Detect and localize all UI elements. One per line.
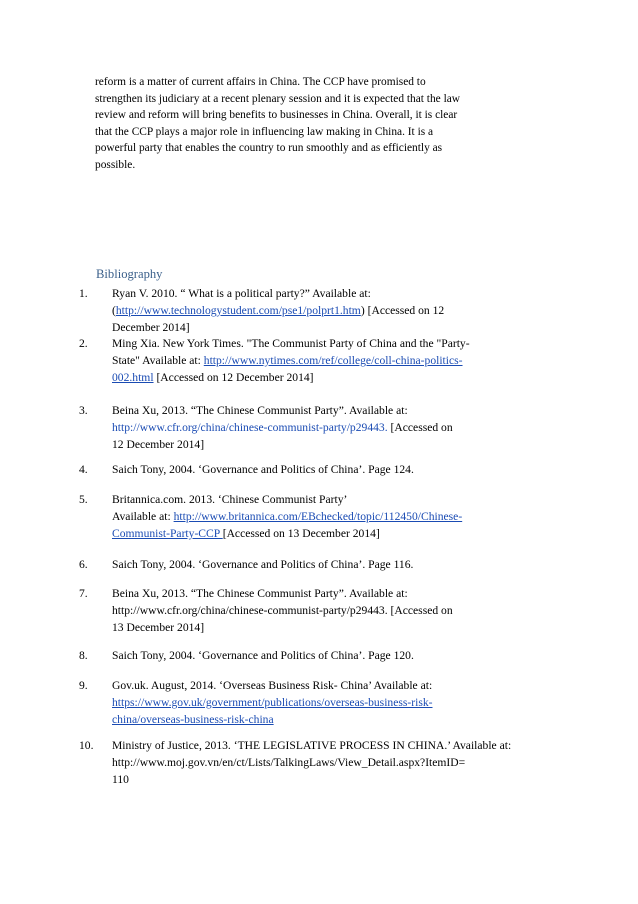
entry-text: [Accessed on 13 December 2014] bbox=[222, 526, 380, 540]
entry-text: ( bbox=[112, 303, 116, 317]
entry-line: 13 December 2014] bbox=[112, 620, 205, 634]
bibliography-heading: Bibliography bbox=[96, 267, 163, 281]
entry-body bbox=[112, 492, 559, 542]
entry-body bbox=[112, 586, 559, 636]
entry-line bbox=[112, 509, 559, 526]
entry-number: 10. bbox=[79, 739, 94, 752]
entry-number: 8. bbox=[79, 649, 88, 662]
cfr-url[interactable]: http://www.cfr.org/china/chinese-communist-party/p29443. bbox=[112, 420, 388, 434]
entry-body bbox=[112, 403, 559, 453]
entry-number: 5. bbox=[79, 493, 88, 506]
entry-line bbox=[112, 370, 559, 387]
technologystudent-link[interactable]: http://www.technologystudent.com/pse1/polprt1.htm bbox=[115, 303, 361, 317]
entry-line: Ming Xia. New York Times. "The Communist Party of China and the "Party- bbox=[112, 337, 470, 350]
entry-line bbox=[112, 420, 559, 437]
entry-number: 1. bbox=[79, 287, 88, 300]
entry-line: Britannica.com. 2013. ‘Chinese Communist Party’ bbox=[112, 493, 348, 506]
entry-number: 3. bbox=[79, 404, 88, 417]
entry-line: Saich Tony, 2004. ‘Governance and Politics of China’. Page 120. bbox=[112, 649, 414, 662]
entry-line: Beina Xu, 2013. “The Chinese Communist Party”. Available at: bbox=[112, 404, 408, 417]
entry-text: [Accessed on 12 December 2014] bbox=[153, 370, 314, 384]
entry-line: Beina Xu, 2013. “The Chinese Communist Party”. Available at: bbox=[112, 587, 408, 600]
entry-line bbox=[112, 303, 559, 320]
gov-uk-link-continued[interactable]: china/overseas-business-risk-china bbox=[112, 712, 274, 726]
paragraph-line: powerful party that enables the country to run smoothly and as efficiently as bbox=[95, 142, 443, 155]
britannica-link-continued[interactable]: Communist-Party-CCP bbox=[112, 526, 223, 540]
entry-number: 4. bbox=[79, 463, 88, 476]
entry-body bbox=[112, 678, 559, 728]
entry-line: 12 December 2014] bbox=[112, 437, 205, 451]
entry-line: Gov.uk. August, 2014. ‘Overseas Business Risk- China’ Available at: bbox=[112, 679, 433, 692]
entry-body bbox=[112, 648, 559, 665]
entry-line: Saich Tony, 2004. ‘Governance and Politics of China’. Page 116. bbox=[112, 558, 414, 571]
entry-body bbox=[112, 336, 559, 386]
entry-line bbox=[112, 695, 559, 712]
entry-text: [Accessed on bbox=[387, 420, 453, 434]
paragraph-line: that the CCP plays a major role in influencing law making in China. It is a bbox=[95, 125, 434, 138]
entry-line: 110 bbox=[112, 772, 129, 786]
nytimes-link[interactable]: http://www.nytimes.com/ref/college/coll-china-politics- bbox=[203, 353, 463, 367]
paragraph-line: review and reform will bring benefits to businesses in China. Overall, it is clear bbox=[95, 109, 458, 122]
entry-number: 7. bbox=[79, 587, 88, 600]
entry-line bbox=[112, 353, 559, 370]
paragraph-line: reform is a matter of current affairs in China. The CCP have promised to bbox=[95, 76, 426, 88]
entry-line: Saich Tony, 2004. ‘Governance and Politics of China’. Page 124. bbox=[112, 463, 414, 476]
body-paragraph bbox=[95, 74, 555, 174]
entry-number: 6. bbox=[79, 558, 88, 571]
entry-line: http://www.cfr.org/china/chinese-communist-party/p29443. [Accessed on bbox=[112, 603, 453, 617]
entry-number: 9. bbox=[79, 679, 88, 692]
entry-body bbox=[112, 462, 559, 479]
entry-number: 2. bbox=[79, 337, 88, 350]
entry-body bbox=[112, 557, 559, 574]
entry-line bbox=[112, 712, 559, 729]
entry-line: Ministry of Justice, 2013. ‘THE LEGISLATIVE PROCESS IN CHINA.’ Available at: bbox=[112, 739, 512, 752]
entry-line: Ryan V. 2010. “ What is a political party?” Available at: bbox=[112, 287, 371, 300]
entry-text: Available at: bbox=[112, 509, 174, 523]
nytimes-link-continued[interactable]: 002.html bbox=[112, 370, 154, 384]
gov-uk-link[interactable]: https://www.gov.uk/government/publications/overseas-business-risk- bbox=[112, 695, 433, 709]
entry-body bbox=[112, 738, 559, 788]
entry-text: ) [Accessed on 12 bbox=[360, 303, 445, 317]
paragraph-line: strengthen its judiciary at a recent plenary session and it is expected that the law bbox=[95, 92, 461, 105]
entry-body bbox=[112, 286, 559, 336]
britannica-link[interactable]: http://www.britannica.com/EBchecked/topic/112450/Chinese- bbox=[173, 509, 463, 523]
entry-text: State" Available at: bbox=[112, 353, 204, 367]
entry-line bbox=[112, 526, 559, 543]
entry-line: http://www.moj.gov.vn/en/ct/Lists/TalkingLaws/View_Detail.aspx?ItemID= bbox=[112, 755, 466, 769]
paragraph-line: possible. bbox=[95, 158, 136, 171]
entry-line: December 2014] bbox=[112, 320, 190, 334]
